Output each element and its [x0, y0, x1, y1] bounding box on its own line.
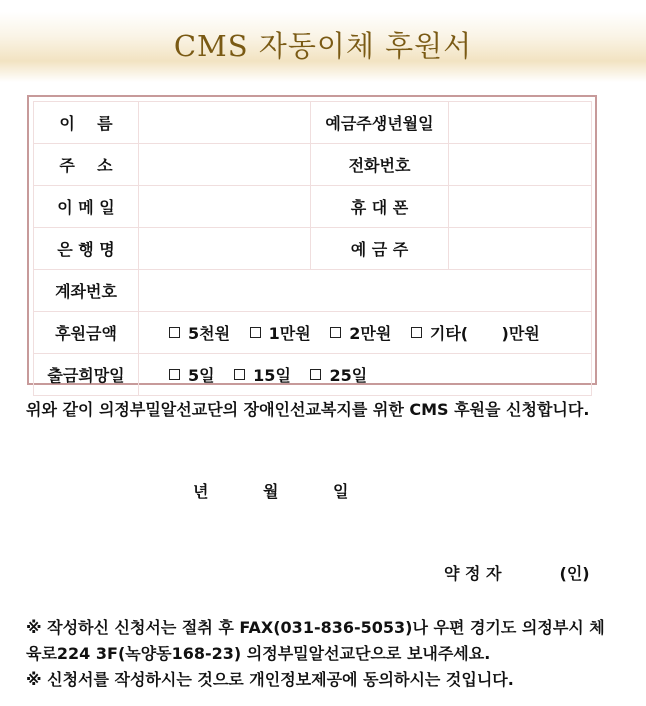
phone-label: 전화번호 — [311, 144, 449, 186]
withdraw-option[interactable] — [169, 363, 215, 386]
checkbox[interactable] — [411, 327, 422, 338]
signer-seal: (인) — [559, 564, 590, 583]
address-label: 주 소 — [34, 144, 139, 186]
amount-options — [139, 312, 592, 354]
form-row-name — [34, 102, 592, 144]
name-label: 이 름 — [34, 102, 139, 144]
amount-option-label: 5천원 — [188, 324, 231, 343]
holder-label: 예 금 주 — [311, 228, 449, 270]
checkbox[interactable] — [169, 327, 180, 338]
account-label: 계좌번호 — [34, 270, 139, 312]
application-form — [27, 95, 597, 385]
checkbox[interactable] — [330, 327, 341, 338]
amount-option[interactable] — [250, 321, 311, 344]
amount-option-label: 기타( )만원 — [429, 324, 540, 343]
email-field[interactable] — [139, 186, 311, 228]
note-consent: ※ 신청서를 작성하시는 것으로 개인정보제공에 동의하시는 것입니다. — [26, 670, 514, 689]
name-field[interactable] — [139, 102, 311, 144]
amount-label: 후원금액 — [34, 312, 139, 354]
holder-field[interactable] — [449, 228, 592, 270]
withdraw-option[interactable] — [310, 363, 367, 386]
withdraw-options — [139, 354, 592, 396]
bank-field[interactable] — [139, 228, 311, 270]
form-row-withdraw — [34, 354, 592, 396]
withdraw-option[interactable] — [234, 363, 291, 386]
mobile-label: 휴 대 폰 — [311, 186, 449, 228]
address-field[interactable] — [139, 144, 311, 186]
date-day: 일 — [333, 482, 349, 501]
form-row-amount — [34, 312, 592, 354]
amount-option-label: 1만원 — [268, 324, 311, 343]
birth-field[interactable] — [449, 102, 592, 144]
statement-text: 위와 같이 의정부밀알선교단의 장애인선교복지를 위한 CMS 후원을 신청합니다. — [26, 400, 590, 419]
birth-label: 예금주생년월일 — [311, 102, 449, 144]
date-month: 월 — [263, 482, 279, 501]
withdraw-option-label: 5일 — [188, 366, 215, 385]
form-table — [33, 101, 592, 396]
phone-field[interactable] — [449, 144, 592, 186]
amount-option-label: 2만원 — [349, 324, 392, 343]
mobile-field[interactable] — [449, 186, 592, 228]
signer-line — [444, 561, 590, 584]
date-year: 년 — [193, 482, 209, 501]
amount-option[interactable] — [330, 321, 391, 344]
checkbox[interactable] — [234, 369, 245, 380]
account-field[interactable] — [139, 270, 592, 312]
checkbox[interactable] — [250, 327, 261, 338]
withdraw-option-label: 25일 — [329, 366, 368, 385]
form-row-bank — [34, 228, 592, 270]
withdraw-label: 출금희망일 — [34, 354, 139, 396]
note-submission: ※ 작성하신 신청서는 절취 후 FAX(031-836-5053)나 우편 경기도 의정부시 체육로224 3F(녹양동168-23) 의정부밀알선교단으로 보내주세요. — [26, 618, 605, 663]
page-title: CMS 자동이체 후원서 — [173, 29, 473, 63]
email-label: 이 메 일 — [34, 186, 139, 228]
amount-option-other[interactable] — [411, 321, 540, 344]
withdraw-option-label: 15일 — [253, 366, 291, 385]
checkbox[interactable] — [310, 369, 321, 380]
form-row-email — [34, 186, 592, 228]
bank-label: 은 행 명 — [34, 228, 139, 270]
signer-label: 약 정 자 — [444, 564, 502, 583]
amount-option[interactable] — [169, 321, 230, 344]
form-row-account — [34, 270, 592, 312]
checkbox[interactable] — [169, 369, 180, 380]
date-line — [193, 479, 453, 502]
form-row-address — [34, 144, 592, 186]
